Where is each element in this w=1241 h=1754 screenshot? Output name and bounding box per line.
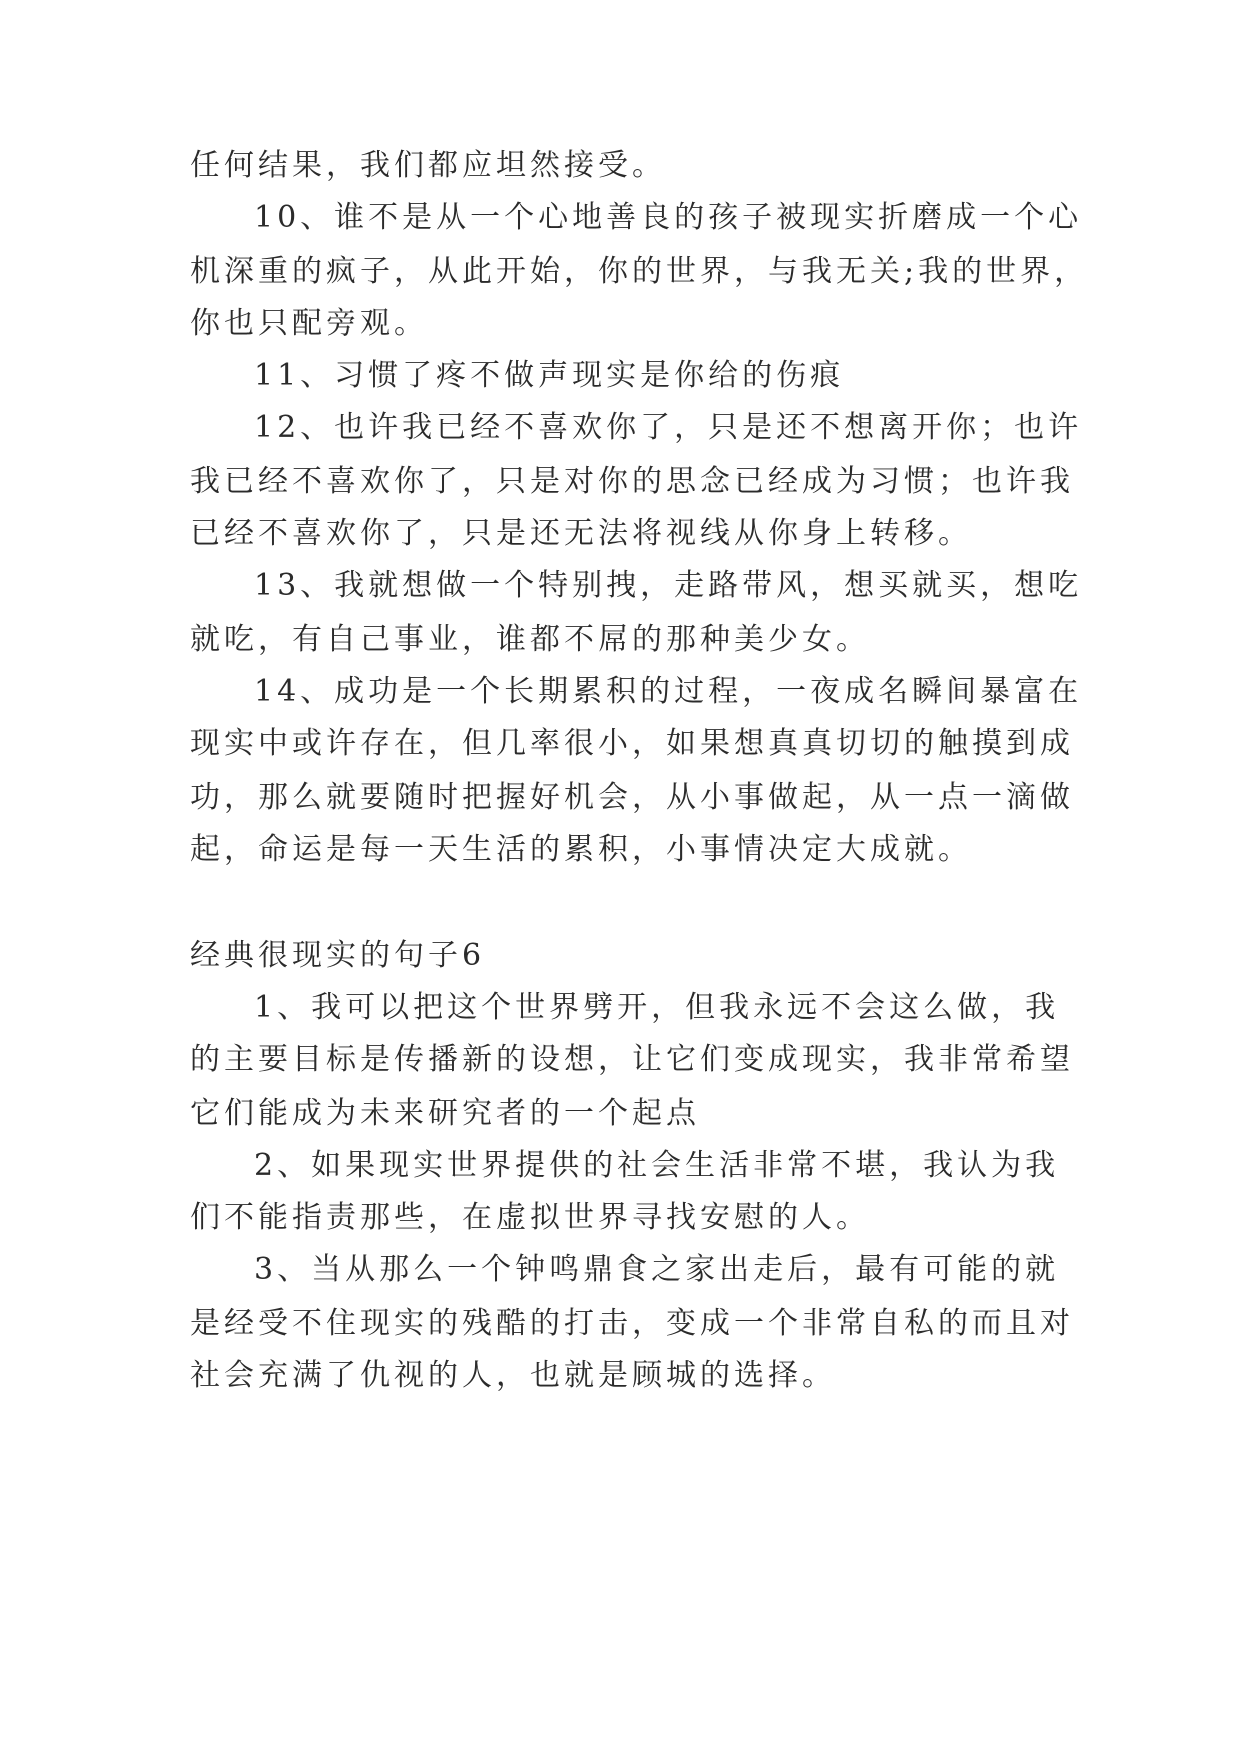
list-item-11: 11、习惯了疼不做声现实是你给的伤痕: [254, 358, 845, 393]
text-line: 是经受不住现实的残酷的打击，变成一个非常自私的而且对: [190, 1306, 1074, 1341]
text-line: 已经不喜欢你了，只是还无法将视线从你身上转移。: [190, 516, 972, 551]
text-line: 社会充满了仇视的人，也就是顾城的选择。: [190, 1358, 836, 1393]
text-line: 起，命运是每一天生活的累积，小事情决定大成就。: [190, 832, 972, 867]
section-heading: 经典很现实的句子6: [190, 938, 486, 973]
text-line: 它们能成为未来研究者的一个起点: [190, 1096, 700, 1131]
document-page: [190, 0, 1090, 1754]
list-item-14: 14、成功是一个长期累积的过程，一夜成名瞬间暴富在: [254, 674, 1083, 709]
text-line: 的主要目标是传播新的设想，让它们变成现实，我非常希望: [190, 1042, 1074, 1077]
text-line: 任何结果，我们都应坦然接受。: [190, 148, 666, 183]
list-item-1: 1、我可以把这个世界劈开，但我永远不会这么做，我: [254, 990, 1060, 1025]
text-line: 你也只配旁观。: [190, 306, 428, 341]
list-item-2: 2、如果现实世界提供的社会生活非常不堪，我认为我: [254, 1148, 1060, 1183]
list-item-3: 3、当从那么一个钟鸣鼎食之家出走后，最有可能的就: [254, 1252, 1060, 1287]
list-item-12: 12、也许我已经不喜欢你了，只是还不想离开你；也许: [254, 410, 1083, 445]
text-line: 我已经不喜欢你了，只是对你的思念已经成为习惯；也许我: [190, 464, 1074, 499]
text-line: 机深重的疯子，从此开始，你的世界，与我无关;我的世界，: [190, 254, 1089, 289]
list-item-13: 13、我就想做一个特别拽，走路带风，想买就买，想吃: [254, 568, 1083, 603]
text-line: 功，那么就要随时把握好机会，从小事做起，从一点一滴做: [190, 780, 1074, 815]
list-item-10: 10、谁不是从一个心地善良的孩子被现实折磨成一个心: [254, 200, 1083, 235]
text-line: 现实中或许存在，但几率很小，如果想真真切切的触摸到成: [190, 726, 1074, 761]
text-line: 就吃，有自己事业，谁都不屌的那种美少女。: [190, 622, 870, 657]
text-line: 们不能指责那些，在虚拟世界寻找安慰的人。: [190, 1200, 870, 1235]
